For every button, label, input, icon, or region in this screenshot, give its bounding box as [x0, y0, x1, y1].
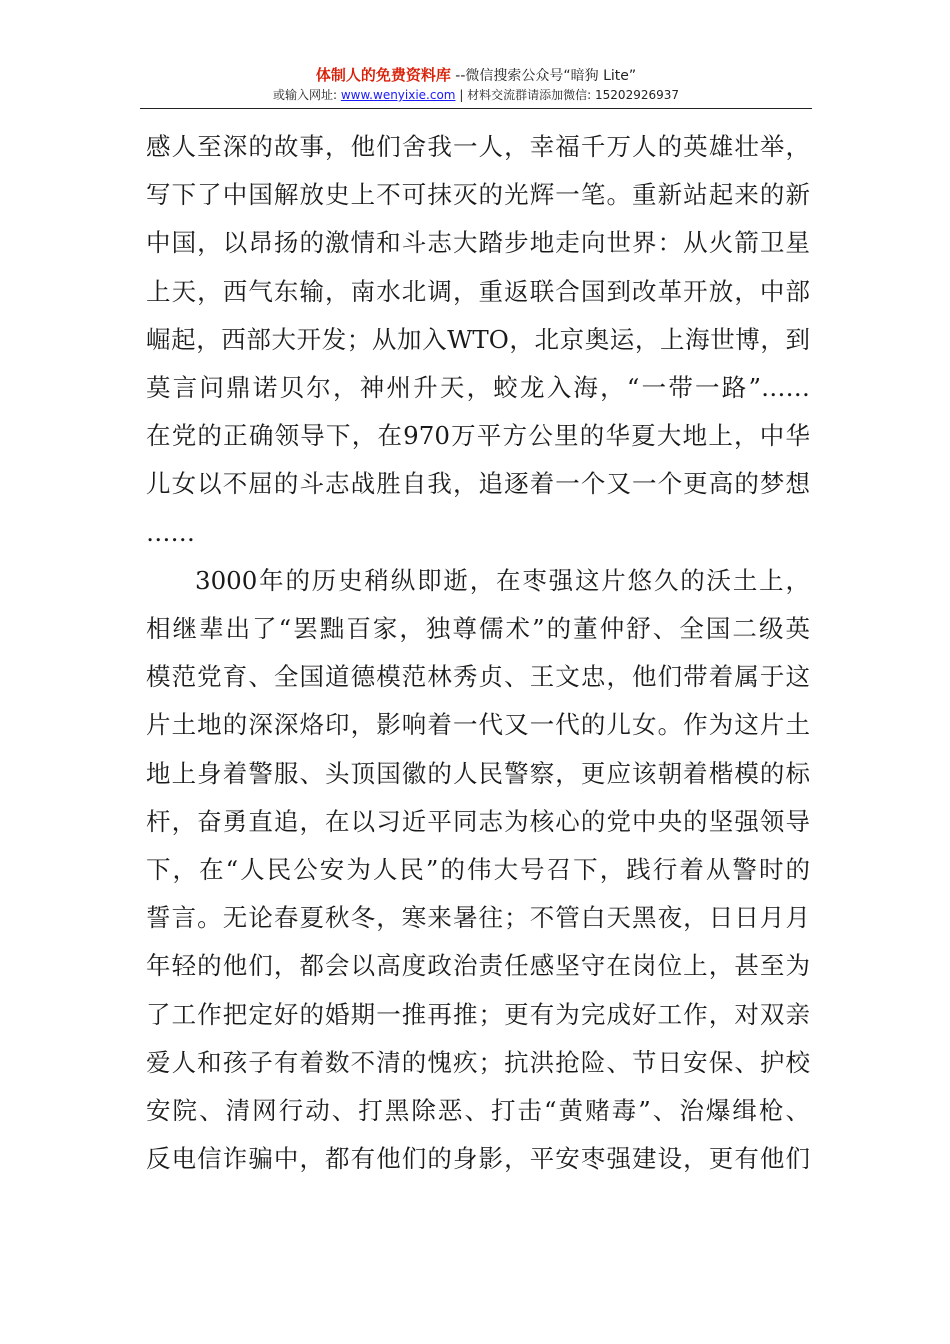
text-line: ……: [146, 517, 195, 547]
text-line: 儿女以不屈的斗志战胜自我，追逐着一个又一个更高的梦想: [146, 469, 810, 499]
text-line: 安院、清网行动、打黑除恶、打击“黄赌毒”、治爆缉枪、: [146, 1096, 810, 1126]
text-line: 在党的正确领导下，在970万平方公里的华夏大地上，中华: [146, 421, 810, 451]
text-line: 感人至深的故事，他们舍我一人，幸福千万人的英雄壮举，: [146, 132, 810, 161]
paragraph-2: [146, 557, 810, 1184]
header-tagline: --微信搜索公众号“暗狗 Lite”: [450, 68, 637, 84]
text-line: 中国，以昂扬的激情和斗志大踏步地走向世界：从火箭卫星: [146, 228, 810, 258]
text-line: 3000年的历史稍纵即逝，在枣强这片悠久的沃土上，: [195, 565, 810, 595]
text-line: 写下了中国解放史上不可抹灭的光辉一笔。重新站起来的新: [146, 180, 810, 210]
text-line: 反电信诈骗中，都有他们的身影，平安枣强建设，更有他们: [146, 1144, 810, 1174]
page-header: [140, 66, 812, 103]
text-line: 下，在“人民公安为人民”的伟大号召下，践行着从警时的: [146, 855, 810, 885]
text-line: 模范党育、全国道德模范林秀贞、王文忠，他们带着属于这: [146, 662, 810, 692]
text-line: 杆，奋勇直追，在以习近平同志为核心的党中央的坚强领导: [146, 806, 810, 836]
paragraph-1: [146, 123, 810, 557]
text-line: 誓言。无论春夏秋冬，寒来暑往；不管白天黑夜，日日月月: [146, 903, 810, 933]
text-line: 莫言问鼎诺贝尔，神州升天，蛟龙入海，“一带一路”……: [146, 373, 810, 403]
header-line-2: [140, 87, 812, 103]
text-line: 相继辈出了“罢黜百家，独尊儒术”的董仲舒、全国二级英: [146, 614, 810, 644]
text-line: 了工作把定好的婚期一推再推；更有为完成好工作，对双亲: [146, 999, 810, 1029]
text-line: 爱人和孩子有着数不清的愧疚；抗洪抢险、节日安保、护校: [146, 1047, 810, 1077]
text-line: 崛起，西部大开发；从加入WTO，北京奥运，上海世博，到: [146, 324, 810, 354]
header-divider: [140, 108, 812, 109]
header-url-link[interactable]: www.wenyixie.com: [340, 88, 456, 102]
document-body: [146, 123, 810, 1183]
text-line: 地上身着警服、头顶国徽的人民警察，更应该朝着楷模的标: [146, 758, 810, 788]
header-line-1: [140, 66, 812, 85]
text-line: 上天，西气东输，南水北调，重返联合国到改革开放，中部: [146, 276, 810, 306]
text-line: 片土地的深深烙印，影响着一代又一代的儿女。作为这片土: [146, 710, 810, 740]
header-contact: | 材料交流群请添加微信: 15202926937: [455, 88, 680, 102]
header-url-prefix: 或输入网址:: [272, 88, 341, 102]
header-title: 体制人的免费资料库: [315, 66, 451, 84]
text-line: 年轻的他们，都会以高度政治责任感坚守在岗位上，甚至为: [146, 951, 810, 981]
